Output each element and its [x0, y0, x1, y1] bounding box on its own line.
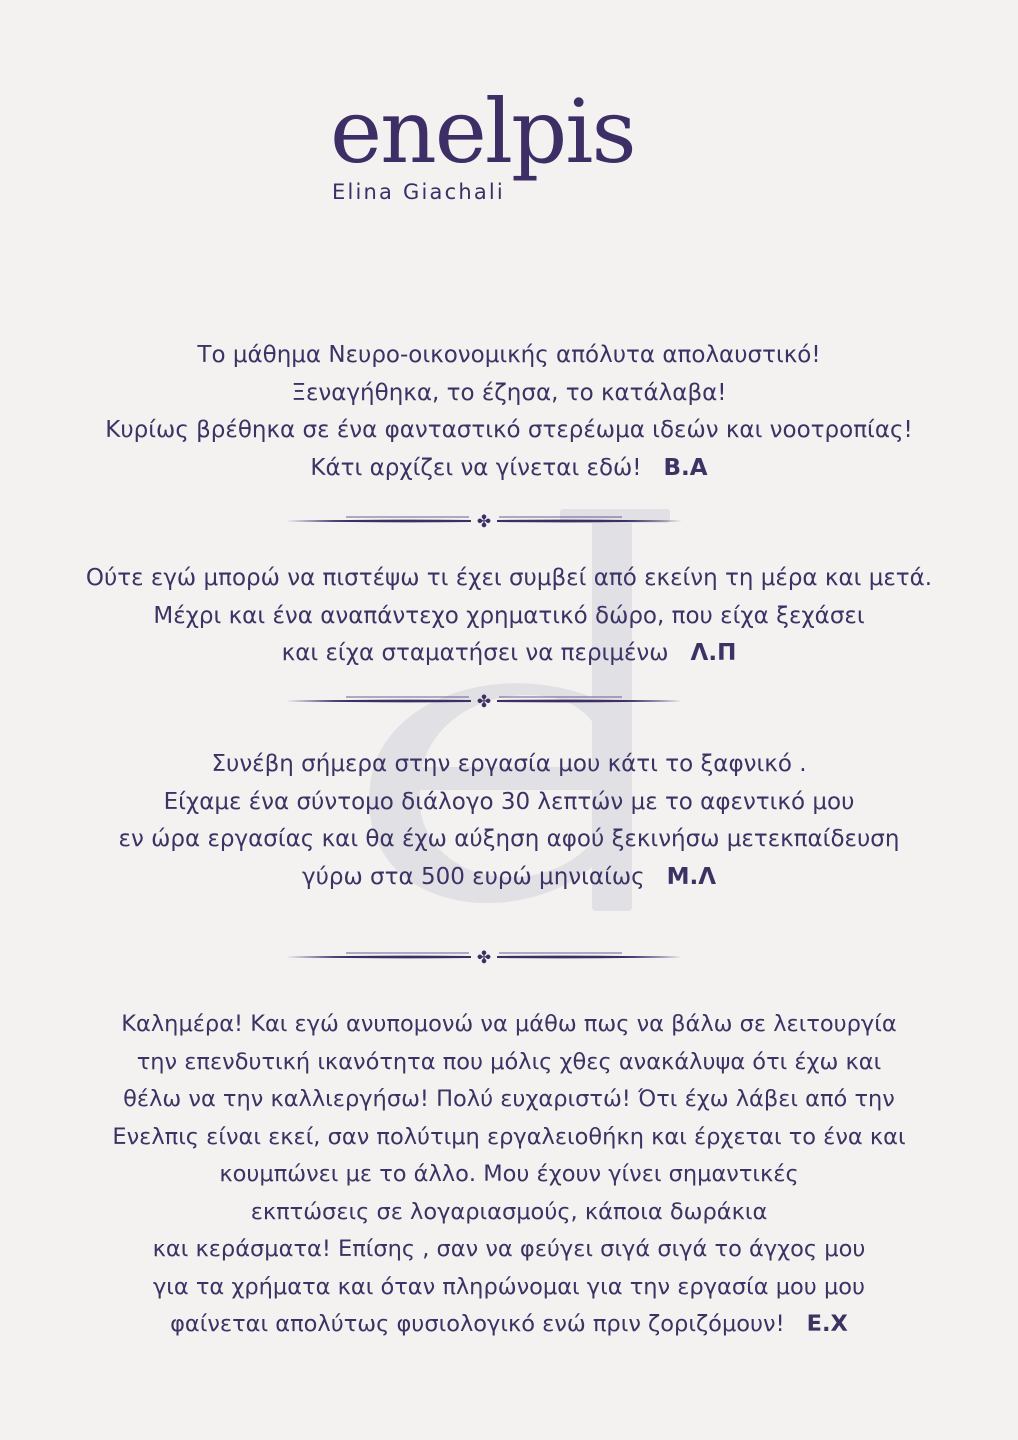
testimonial-last-line	[0, 450, 1018, 488]
ornament-divider	[286, 947, 682, 967]
testimonial-line: κουμπώνει με το άλλο. Μου έχουν γίνει σημαντικές	[219, 1161, 799, 1187]
testimonial-1	[0, 337, 1018, 487]
ornament-divider	[286, 691, 682, 711]
svg-text:✤: ✤	[476, 692, 492, 711]
logo-wordmark-text: enelpis	[330, 80, 635, 183]
ornament-divider	[286, 511, 682, 531]
testimonial-line: θέλω να την καλλιεργήσω! Πολύ ευχαριστώ! Ότι έχω λάβει από την	[123, 1086, 895, 1112]
testimonial-line: Ξεναγήθηκα, το έζησα, το κατάλαβα!	[291, 379, 727, 406]
testimonial-last-line	[0, 1306, 1018, 1344]
testimonial-line: φαίνεται απολύτως φυσιολογικό ενώ πριν ζοριζόμουν!	[170, 1311, 785, 1337]
testimonial-last-line	[0, 635, 1018, 673]
testimonial-line: Είχαμε ένα σύντομο διάλογο 30 λεπτών με το αφεντικό μου	[163, 788, 855, 815]
testimonial-line: Κυρίως βρέθηκα σε ένα φανταστικό στερέωμα ιδεών και νοοτροπίας!	[105, 417, 913, 443]
testimonial-line: για τα χρήματα και όταν πληρώνομαι για την εργασία μου μου	[152, 1273, 866, 1300]
brand-logo	[330, 72, 690, 207]
testimonial-line: την επενδυτική ικανότητα που μόλις χθες ανακάλυψα ότι έχω και	[136, 1048, 882, 1075]
testimonial-line: Ενελπις είναι εκεί, σαν πολύτιμη εργαλειοθήκη και έρχεται το ένα και	[112, 1123, 906, 1150]
svg-text:✤: ✤	[476, 948, 492, 967]
testimonial-line: και είχα σταματήσει να περιμένω	[281, 640, 669, 666]
logo-subtitle: Elina Giachali	[332, 180, 505, 204]
testimonial-2	[0, 560, 1018, 673]
testimonial-line: Ούτε εγώ μπορώ να πιστέψω τι έχει συμβεί από εκείνη τη μέρα και μετά.	[85, 565, 933, 591]
testimonial-line: Καλημέρα! Και εγώ ανυπομονώ να μάθω πως να βάλω σε λειτουργία	[121, 1011, 897, 1037]
testimonial-4	[0, 1006, 1018, 1344]
testimonial-line: γύρω στα 500 ευρώ μηνιαίως	[301, 863, 645, 890]
testimonial-3	[0, 746, 1018, 896]
testimonial-line: Συνέβη σήμερα στην εργασία μου κάτι το ξαφνικό .	[211, 751, 807, 777]
svg-text:✤: ✤	[476, 512, 492, 531]
author-initials: Λ.Π	[690, 640, 737, 666]
testimonial-last-line	[0, 859, 1018, 897]
testimonial-line: εν ώρα εργασίας και θα έχω αύξηση αφού ξεκινήσω μετεκπαίδευση	[118, 826, 900, 852]
testimonial-line: και κεράσματα! Επίσης , σαν να φεύγει σιγά σιγά το άγχος μου	[152, 1236, 866, 1262]
testimonial-line: Μέχρι και ένα αναπάντεχο χρηματικό δώρο, που είχα ξεχάσει	[153, 602, 865, 629]
testimonial-line: Κάτι αρχίζει να γίνεται εδώ!	[310, 454, 642, 481]
author-initials: Μ.Λ	[666, 863, 717, 890]
testimonial-line: εκπτώσεις σε λογαριασμούς, κάποια δωράκια	[250, 1198, 768, 1225]
author-initials: Ε.Χ	[806, 1311, 848, 1337]
testimonial-line: Το μάθημα Νευρο-οικονομικής απόλυτα απολαυστικό!	[197, 342, 821, 368]
author-initials: Β.Α	[663, 454, 708, 481]
